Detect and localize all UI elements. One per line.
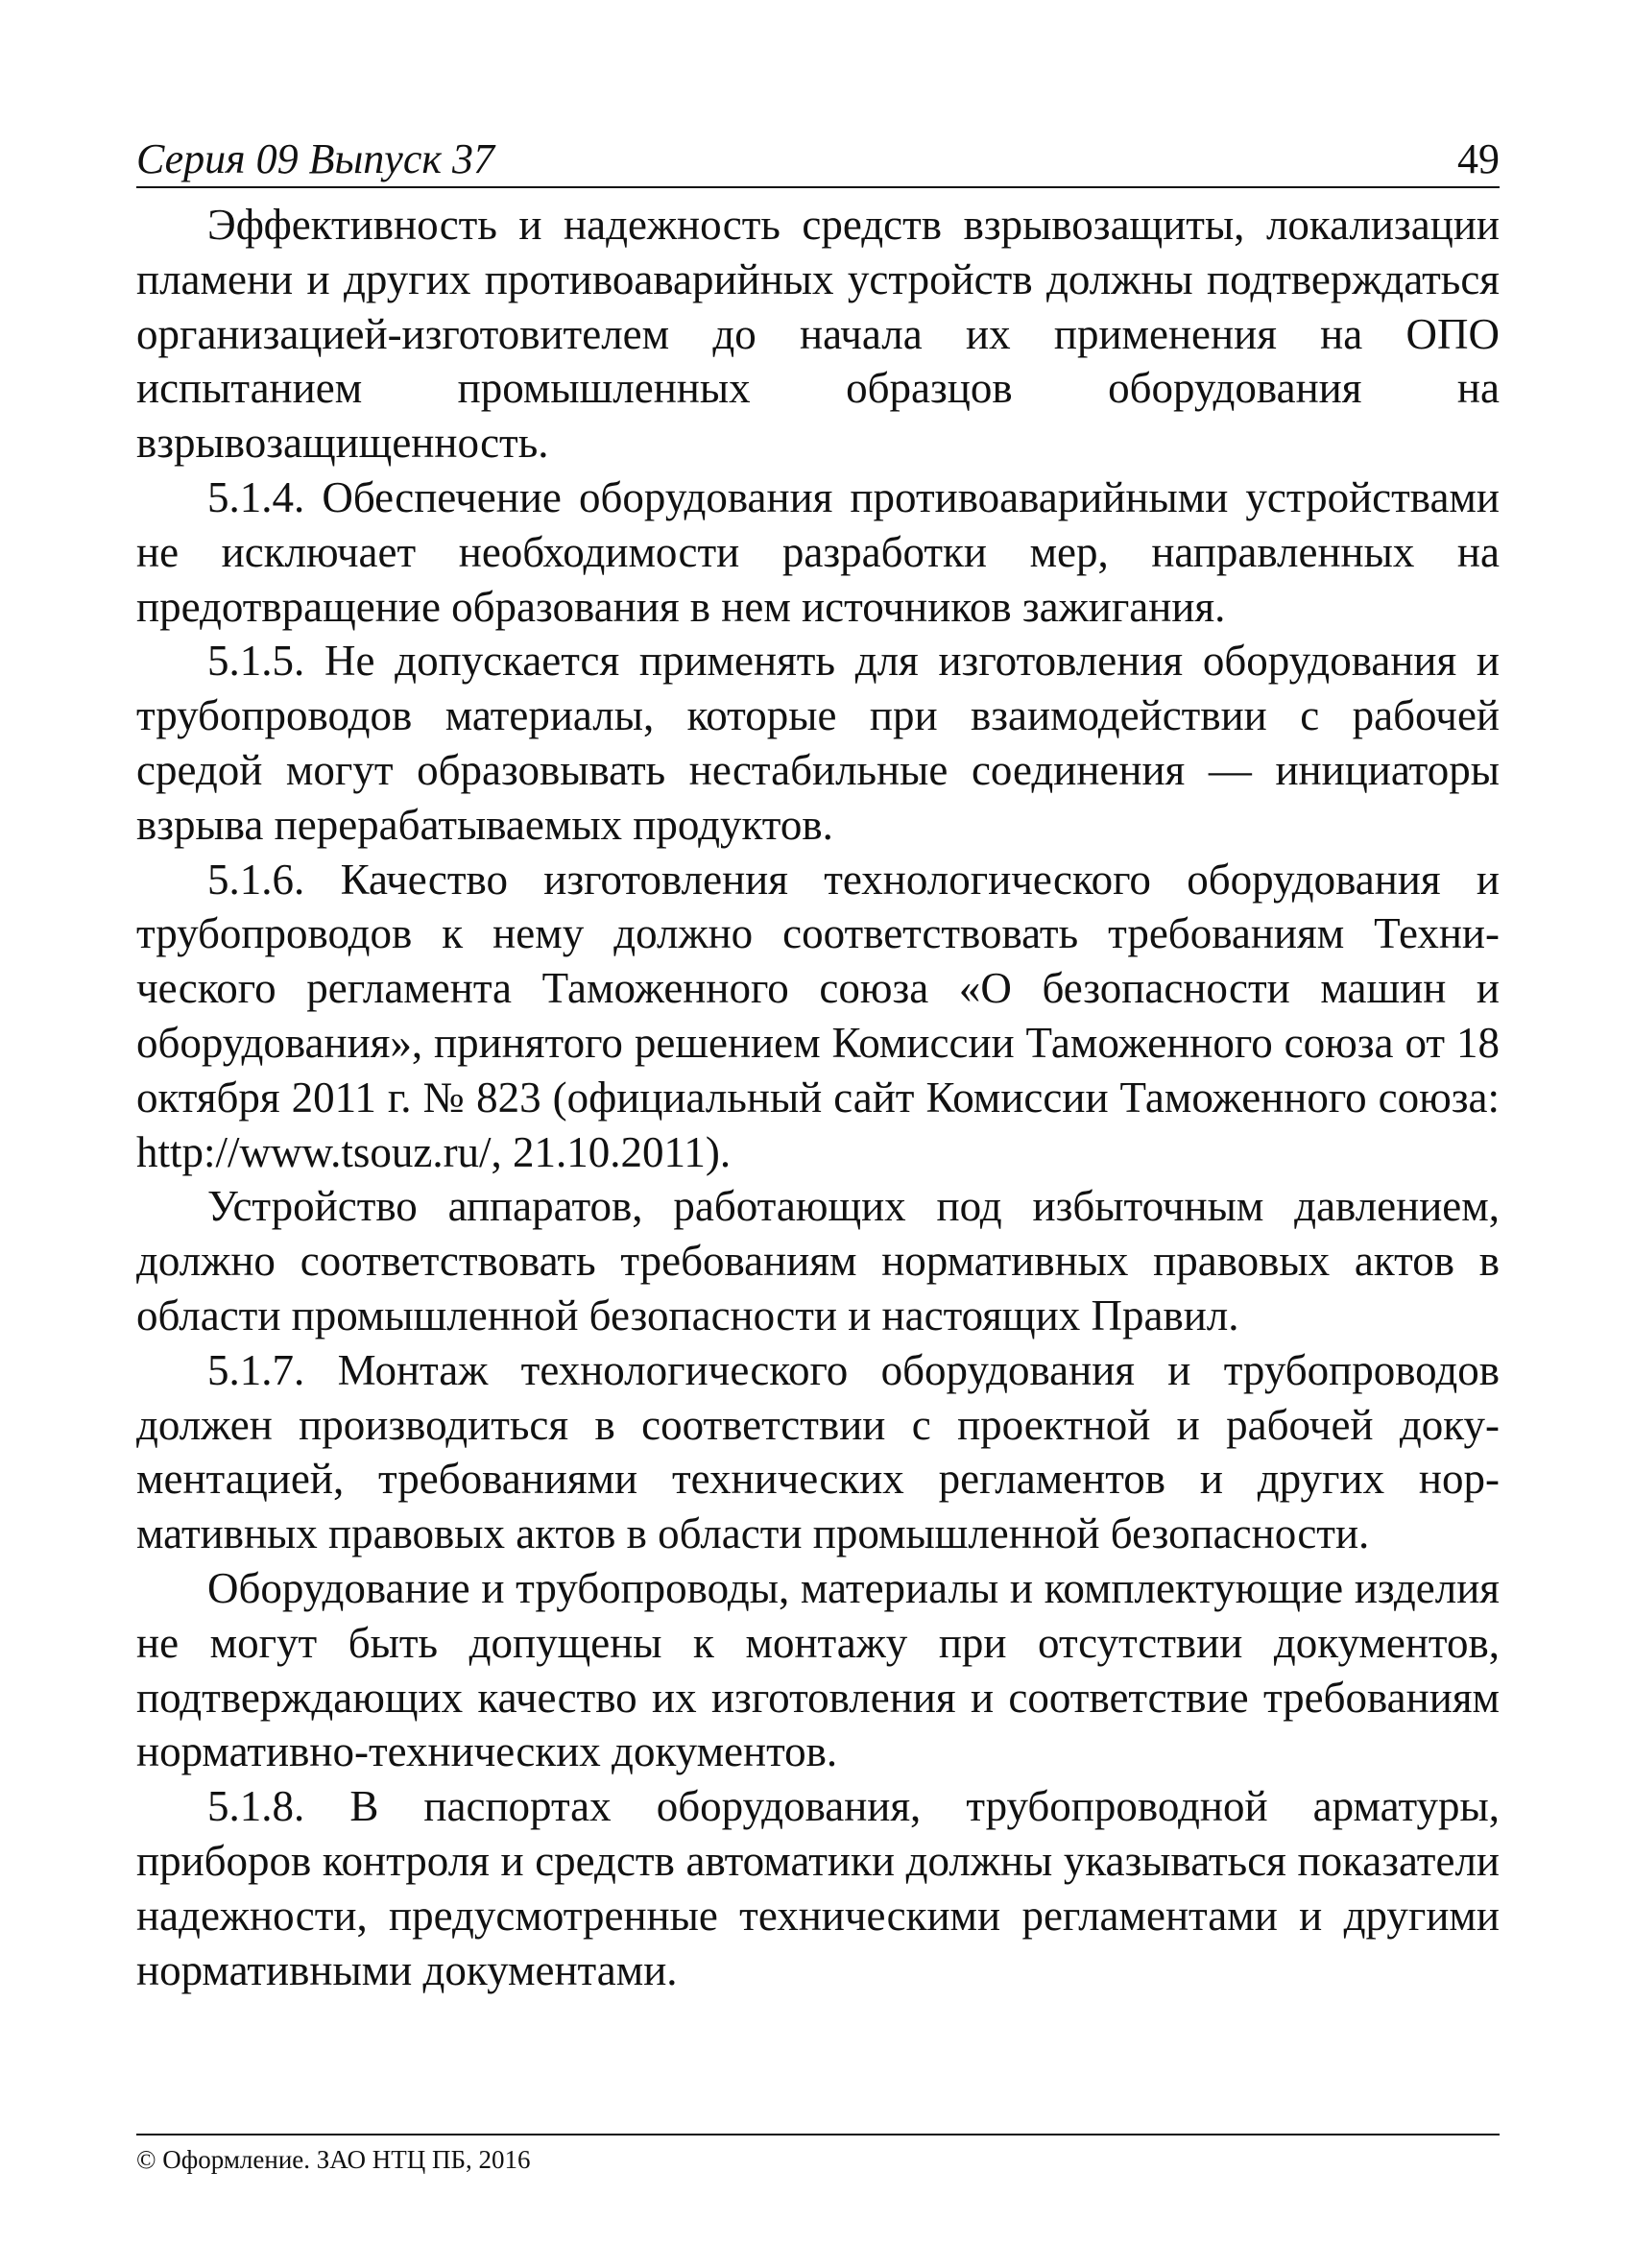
footer-copyright: © Оформление. ЗАО НТЦ ПБ, 2016 [136,2145,531,2174]
paragraph: Устройство аппаратов, работающих под избыточным давлением, должно соответствовать требованиям нормативных правовых актов в области промышленной безопасности и настоящих Правил. [136,1182,1500,1339]
paragraph: 5.1.5. Не допускается применять для изготовления оборудования и трубопроводов материалы, которые при взаимодействии с рабочей средой могут образовывать нестабильные соединения — инициаторы взрыва перерабатываемых продуктов. [136,637,1500,849]
paragraph: Оборудование и трубопроводы, материалы и комплектующие изделия не могут быть допущены к монтажу при отсутствии документов, подтверждающих качество их изготовления и соответствие требованиям нормативно-технических документов. [136,1563,1500,1776]
paragraph: 5.1.4. Обеспечение оборудования противоаварийными устройствами не исключает необходимости разработки мер, направленных на предотвращение образования в нем источников зажигания. [136,472,1500,631]
page-number: 49 [1457,135,1500,182]
footer-divider [136,2134,1500,2135]
paragraph: Эффективность и надежность средств взрывозащиты, локализации пламени и других противоаварийных устройств должны подтверждаться организацией-изготовителем до начала их применения на ОПО испытанием промышленных образцов оборудования на взрывозащищенность. [136,201,1500,468]
paragraph: 5.1.6. Качество изготовления технологического оборудования и трубопроводов к нему должно соответствовать требованиям Технического регламента Таможенного союза «О безопасности машин и оборудования», принятого решением Комиссии Таможенного союза от 18 октября 2011 г. № 823 (официальный сайт Комиссии Таможенного союза: http://www.tsouz.ru/, 21.10.2011). [136,855,1500,1176]
paragraph: 5.1.7. Монтаж технологического оборудования и трубопроводов должен производиться в соответствии с проектной и рабочей документацией, требованиями технических регламентов и других нормативных правовых актов в области промышленной безопасности. [136,1345,1500,1558]
body-text [136,198,1500,1997]
series-title: Серия 09 Выпуск 37 [136,135,494,182]
page-header [136,134,1500,188]
paragraph: 5.1.8. В паспортах оборудования, трубопроводной арматуры, приборов контроля и средств автоматики должны указываться показатели надежности, предусмотренные техническими регламентами и другими нормативными документами. [136,1782,1500,1994]
